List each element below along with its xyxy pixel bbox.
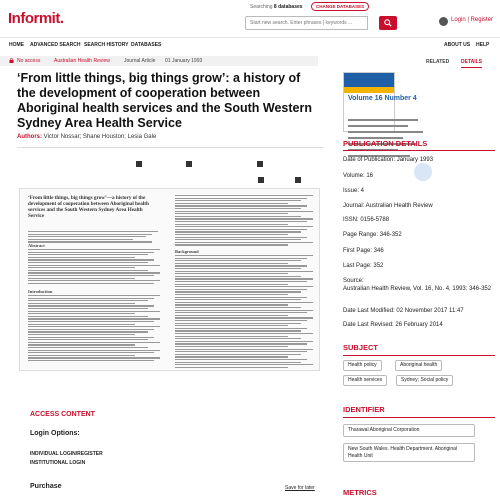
divider [343, 355, 495, 356]
preview-background-label: Background [175, 249, 199, 254]
lock-icon [9, 58, 14, 63]
informit-logo[interactable]: Informit. [8, 10, 64, 27]
divider [343, 417, 495, 418]
article-meta-strip [0, 56, 318, 66]
preview-abstract-label: Abstract [28, 243, 45, 248]
article-page-preview [19, 188, 320, 371]
tools-button[interactable] [258, 177, 267, 184]
star-icon [257, 161, 263, 167]
issue: Issue: 4 [343, 188, 365, 194]
searching-info: Searching 8 databases [250, 4, 303, 10]
identifier-heading: IDENTIFIER [343, 405, 385, 414]
journal: Journal: Australian Health Review [343, 203, 433, 209]
last-page: Last Page: 352 [343, 263, 384, 269]
preview-heading: ‘From little things, big things grow’—a history of the development of cooperation between Aboriginal health services and the South Western Sydney Area Health Service [28, 195, 149, 219]
access-content-heading: ACCESS CONTENT [30, 411, 95, 418]
individual-login-link[interactable]: INDIVIDUAL LOGIN/REGISTER [30, 451, 103, 457]
login-options-label: Login Options: [30, 430, 80, 437]
nav-advanced-search[interactable]: ADVANCED SEARCH [30, 42, 81, 48]
nav-home[interactable]: HOME [9, 42, 24, 48]
journal-cover-image [343, 72, 417, 132]
user-icon [439, 17, 448, 26]
subject-heading: SUBJECT [343, 343, 379, 352]
export-citations-button[interactable] [186, 161, 195, 168]
preview-introduction-label: Introduction [28, 289, 53, 294]
top-bar [0, 0, 500, 38]
metrics-heading: METRICS [343, 488, 377, 497]
save-for-later-link[interactable]: Save for later [285, 485, 315, 491]
page-range: Page Range: 346-352 [343, 232, 402, 238]
access-status: No access [17, 58, 41, 64]
article-date: 01 January 1993 [165, 58, 203, 64]
subject-tag[interactable]: Health services [343, 375, 387, 386]
nav-about-us[interactable]: ABOUT US [444, 42, 471, 48]
source-label: Source: [343, 278, 364, 284]
tab-details[interactable]: DETAILS [461, 59, 482, 68]
add-favourite-button[interactable] [257, 161, 266, 168]
login-register-link[interactable]: Login | Register [451, 17, 493, 23]
export-icon [186, 161, 192, 167]
article-type: Journal Article [124, 58, 156, 64]
search-input[interactable] [245, 16, 368, 30]
article-title: ‘From little things, big things grow’: a history of the development of cooperation between Aboriginal health services and the South Western Sydney Area Health Service [17, 71, 312, 130]
source: Australian Health Review, Vol. 16, No. 4, 1993: 346-352 [343, 286, 492, 292]
authors: Authors: Victor Nossar; Shane Houston; Lesia Gale [17, 134, 157, 140]
journal-link[interactable]: Australian Health Review [54, 58, 110, 64]
issn: ISSN: 0156-5788 [343, 217, 390, 223]
first-page: First Page: 346 [343, 248, 384, 254]
search-icon [384, 19, 392, 27]
nav-search-history[interactable]: SEARCH HISTORY [84, 42, 129, 48]
publication-details-heading: PUBLICATION DETAILS [343, 139, 428, 148]
change-databases-button[interactable]: CHANGE DATABASES [311, 2, 369, 11]
view-pdf-button[interactable] [136, 161, 145, 168]
institutional-login-link[interactable]: INSTITUTIONAL LOGIN [30, 460, 86, 466]
cover-title: Volume 16 Number 4 [348, 95, 417, 102]
share-icon [295, 177, 301, 183]
share-button[interactable] [295, 177, 304, 184]
purchase-heading: Purchase [30, 483, 62, 490]
date-last-modified: Date Last Modified: 02 November 2017 11:47 [343, 308, 464, 314]
subject-tag[interactable]: Sydney; Social policy [396, 375, 453, 386]
subject-tag[interactable]: Health policy [343, 360, 382, 371]
pdf-icon [136, 161, 142, 167]
divider [17, 147, 323, 148]
subject-tag[interactable]: Aboriginal health [395, 360, 442, 371]
search-button[interactable] [379, 16, 397, 30]
main-nav [0, 42, 500, 54]
nav-databases[interactable]: DATABASES [131, 42, 162, 48]
date-of-publication: Date of Publication: January 1993 [343, 157, 434, 163]
volume: Volume: 16 [343, 173, 374, 179]
nav-help[interactable]: HELP [476, 42, 490, 48]
identifier-item[interactable]: Tharawal Aboriginal Corporation [343, 424, 475, 437]
wrench-icon [258, 177, 264, 183]
identifier-item[interactable]: New South Wales. Health Department. Aboriginal Health Unit [343, 443, 475, 462]
tab-related[interactable]: RELATED [426, 59, 450, 65]
divider [343, 150, 495, 151]
date-last-revised: Date Last Revised: 26 February 2014 [343, 322, 443, 328]
